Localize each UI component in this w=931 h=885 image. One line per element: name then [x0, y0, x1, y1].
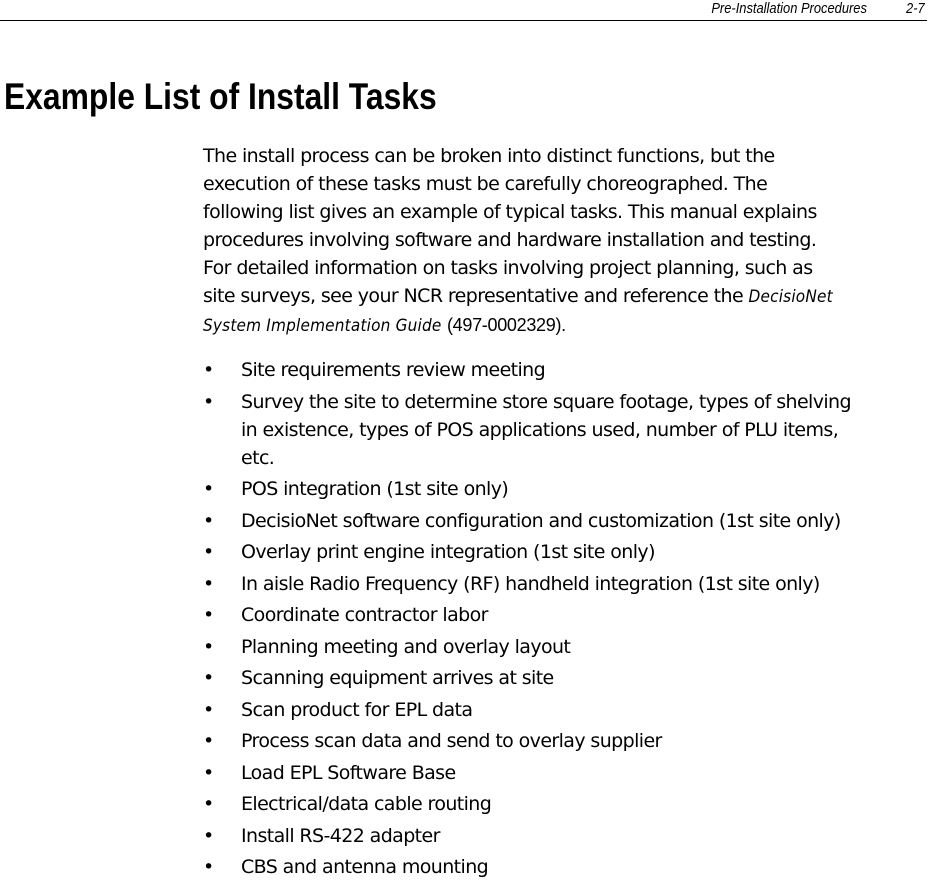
task-item	[203, 507, 928, 535]
task-item	[203, 475, 928, 503]
intro-paragraph	[203, 142, 928, 340]
header-page-number: 2-7	[906, 0, 925, 17]
task-item	[203, 388, 928, 472]
task-text: in existence, types of POS applications used, number of PLU items,	[241, 418, 839, 441]
task-item	[203, 664, 928, 692]
intro-line: site surveys, see your NCR representative and reference the	[203, 285, 749, 307]
task-item	[203, 790, 928, 818]
intro-line-reference-end	[203, 311, 928, 340]
task-text: In aisle Radio Frequency (RF) handheld integration (1st site only)	[241, 572, 820, 595]
bullet-icon: •	[203, 793, 214, 815]
reference-title-part2: System Implementation Guide	[203, 316, 442, 336]
reference-title-part1: DecisioNet	[748, 287, 833, 307]
task-item	[203, 696, 928, 724]
bullet-icon: •	[203, 667, 214, 689]
bullet-icon: •	[203, 478, 214, 500]
task-text: Coordinate contractor labor	[241, 604, 488, 626]
task-item	[203, 759, 928, 787]
bullet-icon: •	[203, 635, 214, 658]
task-list	[203, 356, 928, 885]
bullet-icon: •	[203, 359, 214, 381]
intro-line: execution of these tasks must be carefully choreographed. The	[203, 173, 768, 195]
intro-line: following list gives an example of typical tasks. This manual explains	[203, 201, 817, 223]
task-text: etc.	[241, 446, 275, 469]
bullet-icon: •	[203, 698, 214, 721]
task-text: DecisioNet software configuration and customization (1st site only)	[241, 509, 841, 532]
intro-line: For detailed information on tasks involving project planning, such as	[203, 257, 813, 279]
bullet-icon: •	[203, 390, 214, 413]
bullet-icon: •	[203, 856, 214, 878]
section-heading: Example List of Install Tasks	[4, 76, 437, 117]
task-item	[203, 633, 928, 661]
task-item	[203, 822, 928, 850]
task-text: Process scan data and send to overlay supplier	[241, 730, 662, 752]
bullet-icon: •	[203, 824, 214, 847]
task-item	[203, 853, 928, 881]
bullet-icon: •	[203, 509, 214, 532]
task-text: Electrical/data cable routing	[241, 793, 492, 815]
task-text: Planning meeting and overlay layout	[241, 635, 571, 658]
task-text: Load EPL Software Base	[241, 761, 456, 784]
task-text: Site requirements review meeting	[241, 359, 546, 381]
task-text: Overlay print engine integration (1st site only)	[241, 541, 655, 563]
task-text: CBS and antenna mounting	[241, 856, 489, 878]
header-section-title: Pre-Installation Procedures	[711, 0, 867, 17]
running-header	[0, 0, 927, 21]
task-text: Scanning equipment arrives at site	[241, 667, 554, 689]
task-item	[203, 570, 928, 598]
task-item	[203, 538, 928, 566]
task-text: POS integration (1st site only)	[241, 478, 509, 500]
task-item	[203, 601, 928, 629]
intro-line-with-reference	[203, 282, 928, 311]
bullet-icon: •	[203, 541, 214, 563]
document-number: (497-0002329).	[446, 315, 566, 335]
task-text: Install RS-422 adapter	[241, 824, 440, 847]
bullet-icon: •	[203, 572, 214, 595]
bullet-icon: •	[203, 730, 214, 752]
task-item	[203, 727, 928, 755]
task-item	[203, 356, 928, 384]
intro-line: The install process can be broken into distinct functions, but the	[203, 145, 775, 167]
intro-line: procedures involving software and hardware installation and testing.	[203, 229, 817, 251]
bullet-icon: •	[203, 604, 214, 626]
task-text: Survey the site to determine store square footage, types of shelving	[241, 390, 851, 413]
task-text: Scan product for EPL data	[241, 698, 473, 721]
bullet-icon: •	[203, 761, 214, 784]
